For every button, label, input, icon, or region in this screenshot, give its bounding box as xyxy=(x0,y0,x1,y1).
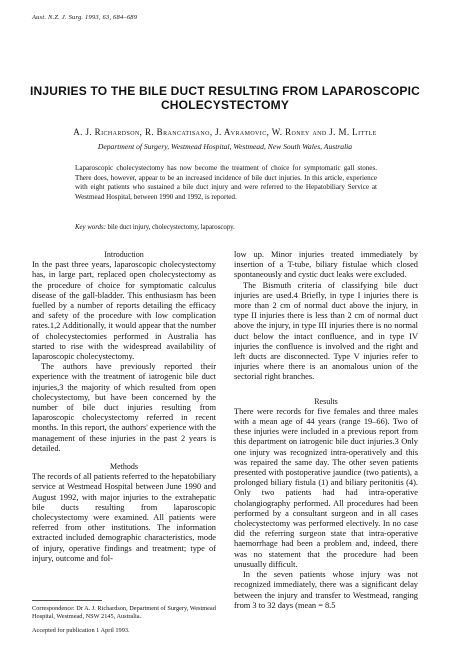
methods-heading: Methods xyxy=(110,462,138,472)
introduction-heading: Introduction xyxy=(104,250,144,259)
running-head: Aust. N.Z. J. Surg. 1993, 63, 684–689 xyxy=(32,14,138,21)
abstract: Laparoscopic cholecystectomy has now become the treatment of choice for symptomatic gall stones. There does, however, appear to be an increased incidence of bile duct injuries. In this article, experience with eight patients who sustained a bile duct injury and were referred to the Hepatobiliary Service at Westmead Hospital, between 1990 and 1992, is reported. xyxy=(75,164,377,201)
keywords-label: Key words: xyxy=(75,224,106,231)
author-list: A. J. Richardson, R. Brancatisano, J. Avramovic, W. Roney and J. M. Little xyxy=(73,127,377,137)
footnote-rule xyxy=(32,600,102,601)
intro-paragraph: In the past three years, laparoscopic cholecystectomy has, in large part, replaced open cholecystectomy as the procedure of choice for symptomatic calculus disease of the gall-bladder. This enthusiasm has been fuelled by a number of reports detailing the efficacy and safety of the procedure with low complication rates.1,2 Additionally, it would appear that the number of cholecystectomies performed in Australia has started to rise with the widespread availability of laparoscopic cholecystectomy. xyxy=(32,260,216,362)
affiliation: Department of Surgery, Westmead Hospital, Westmead, New South Wales, Australia xyxy=(97,142,353,151)
intro-paragraph: The authors have previously reported their experience with the treatment of iatrogenic bile duct injuries,3 the majority of which resulted from open cholecystectomy, but have been concerned by the number of bile duct injuries resulting from laparoscopic cholecystectomy referred in recent months. In this report, the authors' experience with the management of these injuries in the past 2 years is detailed. xyxy=(32,362,216,453)
results-heading: Results xyxy=(314,396,338,406)
results-paragraph: There were records for five females and three males with a mean age of 44 years (range 19–66). Two of these injuries were included in a previous report from this department on iatrogenic bile duct injuries.3 Only one injury was recognized intra-operatively and this was repaired the same day. The other seven patients presented with postoperative jaundice (two patients), a prolonged biliary fistula (1) and biliary peritonitis (4). Only two patients had had intra-operative cholangiography performed. All procedures had been performed by a consultant surgeon and in all cases cholecystectomy was performed electively. In no case did the referring surgeon state that intra-operative haemorrhage had been a problem and, indeed, there was no statement that the procedure had been unusually difficult. xyxy=(234,406,418,569)
left-column xyxy=(32,250,216,564)
article-title: INJURIES TO THE BILE DUCT RESULTING FROM LAPAROSCOPIC CHOLECYSTECTOMY xyxy=(30,84,420,112)
bismuth-paragraph: The Bismuth criteria of classifying bile duct injuries are used.4 Briefly, in type I injuries there is more than 2 cm of normal duct above the injury, in type II injuries there is less than 2 cm of normal duct above the injury, in type III injuries there is no normal duct below the intact confluence, and in type IV injuries the confluence is involved and the right and left ducts are disconnected. Type V injuries refer to injuries where there is an anomalous union of the sectorial right branches. xyxy=(234,280,418,382)
methods-paragraph: The records of all patients referred to the hepatobiliary service at Westmead Hospital between June 1990 and August 1992, with major injuries to the extrahepatic bile ducts resulting from laparoscopic cholecystectomy were examined. All patients were referred from other institutions. The information extracted included demographic characteristics, mode of injury, operative findings and treatment; type of injury, outcome and fol- xyxy=(32,472,216,563)
keywords xyxy=(75,224,377,231)
right-column xyxy=(234,250,418,611)
results-paragraph: In the seven patients whose injury was not recognized immediately, there was a significant delay between the injury and transfer to Westmead, ranging from 3 to 32 days (mean = 8.5 xyxy=(234,570,418,610)
keywords-text: bile duct injury, cholecystectomy, laparoscopy. xyxy=(107,224,235,231)
continuation-paragraph: low up. Minor injuries treated immediately by insertion of a T-tube, biliary fistulae which closed spontaneously and cystic duct leaks were excluded. xyxy=(234,250,418,280)
correspondence-footnote: Correspondence: Dr A. J. Richardson, Department of Surgery, Westmead Hospital, Westmead, NSW 2145, Australia. xyxy=(32,605,216,620)
accepted-footnote: Accepted for publication 1 April 1993. xyxy=(32,627,130,634)
